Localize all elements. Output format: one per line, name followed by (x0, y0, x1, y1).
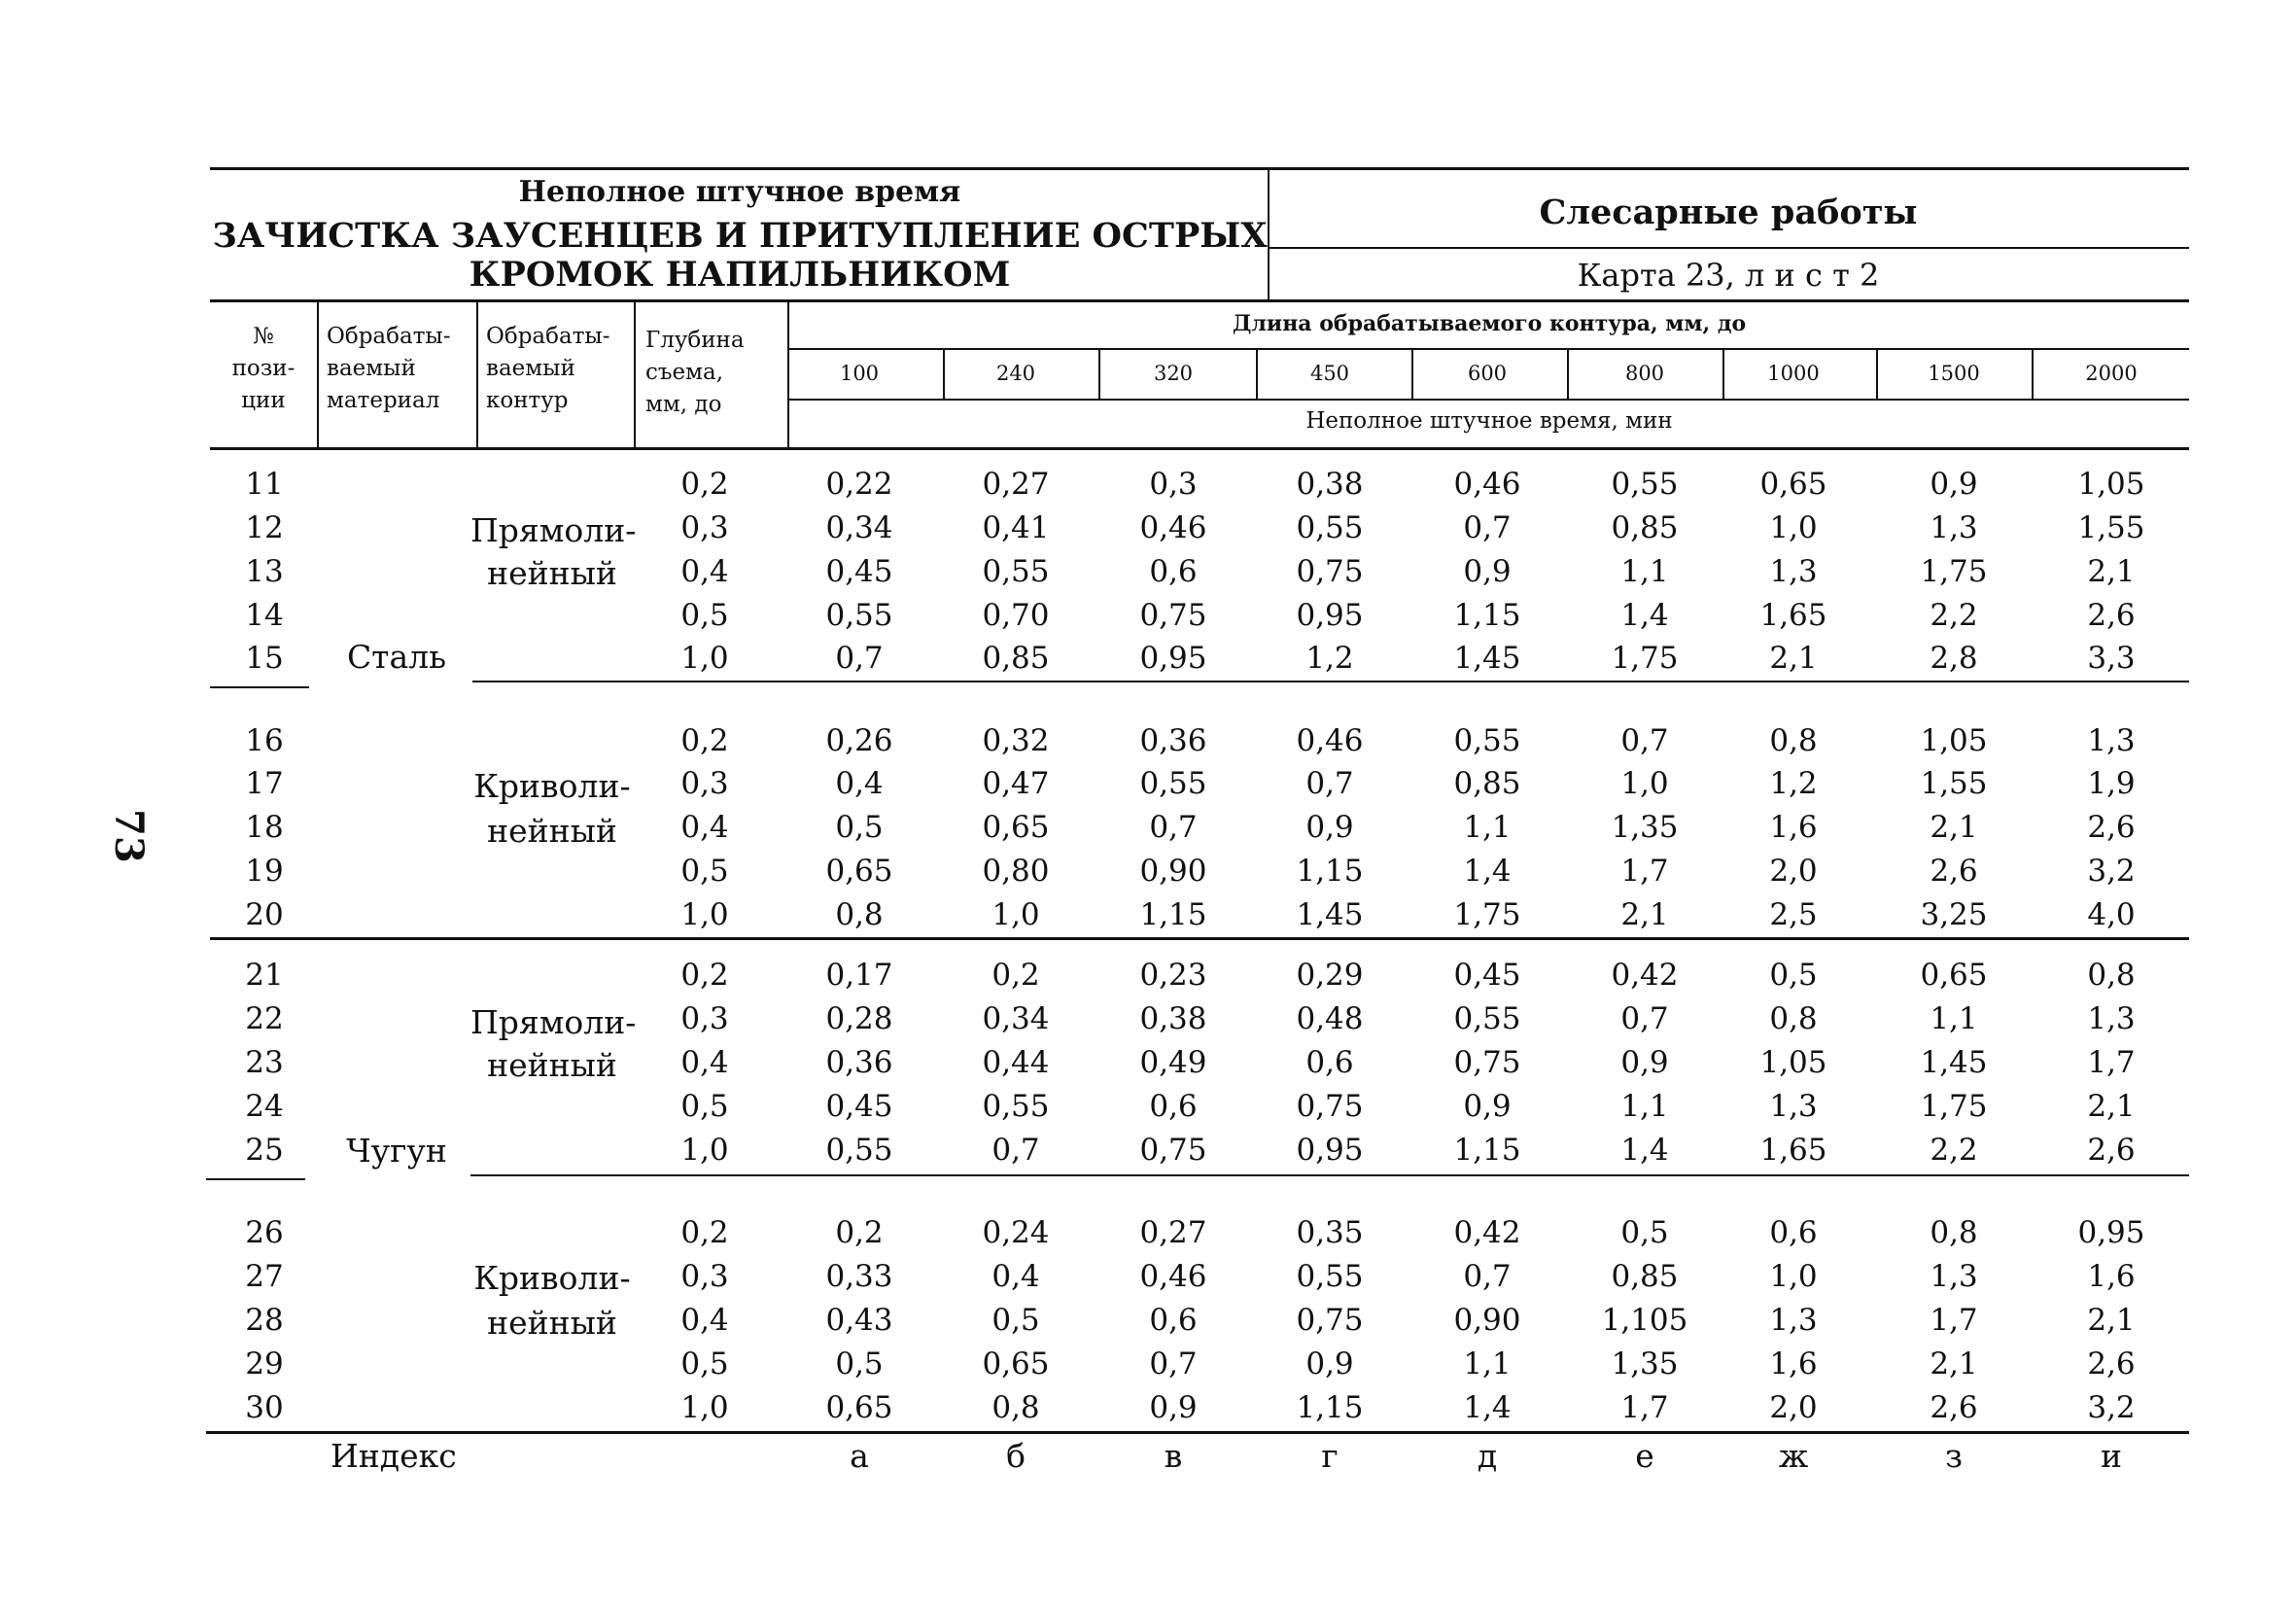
time-value: 3,2 (2087, 1390, 2136, 1425)
time-value: 0,5 (835, 810, 884, 845)
time-value: 0,9 (1620, 1045, 1669, 1080)
time-value: 1,6 (1769, 1346, 1818, 1381)
time-value: 1,05 (2077, 467, 2145, 502)
time-value: 0,55 (1453, 723, 1521, 758)
time-value: 0,27 (982, 467, 1050, 502)
time-value: 0,7 (991, 1133, 1040, 1168)
time-value: 0,7 (1463, 1259, 1512, 1294)
row-position: 11 (245, 467, 284, 502)
time-value: 0,6 (1305, 1045, 1354, 1080)
col-divider (476, 301, 478, 447)
time-value: 1,15 (1296, 854, 1364, 889)
row-depth: 0,5 (680, 1089, 729, 1124)
time-value: 1,75 (1920, 554, 1988, 589)
time-value: 0,8 (1769, 723, 1818, 758)
time-value: 0,41 (982, 510, 1050, 545)
time-value: 1,2 (1769, 766, 1818, 801)
time-value: 0,95 (1296, 598, 1364, 633)
row-position: 21 (245, 958, 284, 993)
time-value: 0,2 (991, 958, 1040, 993)
time-value: 0,8 (835, 897, 884, 932)
time-value: 1,6 (1769, 810, 1818, 845)
group-rule (206, 1178, 305, 1180)
row-depth: 0,4 (680, 1045, 729, 1080)
time-value: 0,55 (1139, 766, 1207, 801)
time-value: 0,48 (1296, 1001, 1364, 1036)
time-value: 3,3 (2087, 641, 2136, 676)
time-value: 1,9 (2087, 766, 2136, 801)
time-value: 3,25 (1920, 897, 1988, 932)
time-value: 0,38 (1296, 467, 1364, 502)
time-value: 1,3 (2087, 723, 2136, 758)
length-col-divider (1567, 350, 1569, 399)
time-value: 0,95 (2077, 1215, 2145, 1250)
length-value: 1500 (1928, 362, 1980, 385)
page-number: 73 (106, 809, 152, 863)
time-value: 1,75 (1453, 897, 1521, 932)
card-number: Карта 23, л и с т 2 (1577, 257, 1880, 294)
time-value: 2,1 (1769, 641, 1818, 676)
time-value: 0,6 (1149, 1303, 1198, 1338)
time-value: 0,26 (825, 723, 893, 758)
row-depth: 0,3 (680, 766, 729, 801)
time-value: 2,0 (1769, 1390, 1818, 1425)
table-bottom-rule (206, 1431, 2189, 1434)
doc-title-line1: ЗАЧИСТКА ЗАУСЕНЦЕВ И ПРИТУПЛЕНИЕ ОСТРЫХ (212, 216, 1268, 256)
time-value: 1,15 (1453, 598, 1521, 633)
row-depth: 0,3 (680, 1001, 729, 1036)
time-value: 1,1 (1463, 810, 1512, 845)
time-value: 0,36 (825, 1045, 893, 1080)
time-value: 1,75 (1920, 1089, 1988, 1124)
row-depth: 0,3 (680, 510, 729, 545)
time-value: 0,42 (1611, 958, 1679, 993)
length-value: 2000 (2085, 362, 2138, 385)
time-value: 0,9 (1305, 1346, 1354, 1381)
col-header-depth: Глубина съема, мм, до (645, 328, 745, 417)
time-value: 2,6 (2087, 810, 2136, 845)
time-value: 0,55 (825, 598, 893, 633)
time-value: 0,8 (1769, 1001, 1818, 1036)
length-header-rule (789, 348, 2189, 350)
time-value: 0,95 (1139, 641, 1207, 676)
row-position: 18 (245, 810, 284, 845)
time-value: 0,23 (1139, 958, 1207, 993)
contour-straight-steel: Прямоли- нейный (470, 511, 637, 592)
time-value: 1,0 (1769, 510, 1818, 545)
time-value: 1,35 (1611, 810, 1679, 845)
time-value: 0,46 (1296, 723, 1364, 758)
time-value: 1,15 (1453, 1133, 1521, 1168)
time-value: 1,3 (1769, 554, 1818, 589)
col-divider (634, 301, 636, 447)
row-position: 29 (245, 1346, 284, 1381)
length-value: 1000 (1767, 362, 1820, 385)
time-value: 0,55 (1296, 510, 1364, 545)
time-value: 2,6 (2087, 1133, 2136, 1168)
time-value: 2,1 (1620, 897, 1669, 932)
row-position: 20 (245, 897, 284, 932)
row-position: 17 (245, 766, 284, 801)
time-value: 0,43 (825, 1303, 893, 1338)
doc-subtitle: Неполное штучное время (518, 175, 961, 209)
time-value: 0,75 (1296, 1089, 1364, 1124)
time-value: 2,2 (1930, 598, 1978, 633)
row-depth: 1,0 (680, 1390, 729, 1425)
time-value: 2,1 (2087, 554, 2136, 589)
length-value: 600 (1467, 362, 1508, 385)
time-value: 2,1 (1930, 1346, 1978, 1381)
index-letter: е (1635, 1437, 1654, 1475)
time-value: 0,17 (825, 958, 893, 993)
time-value: 0,34 (982, 1001, 1050, 1036)
time-value: 2,6 (2087, 1346, 2136, 1381)
time-value: 0,2 (835, 1215, 884, 1250)
time-value: 0,5 (835, 1346, 884, 1381)
time-value: 2,1 (2087, 1089, 2136, 1124)
row-position: 14 (245, 598, 284, 633)
time-value: 0,65 (825, 1390, 893, 1425)
time-value: 1,75 (1611, 641, 1679, 676)
time-value: 2,8 (1930, 641, 1978, 676)
length-header: Длина обрабатываемого контура, мм, до (1232, 311, 1747, 336)
length-col-divider (1411, 350, 1413, 399)
row-position: 16 (245, 723, 284, 758)
time-value: 0,7 (1149, 810, 1198, 845)
time-value: 0,24 (982, 1215, 1050, 1250)
time-value: 0,7 (1149, 1346, 1198, 1381)
time-value: 0,75 (1296, 1303, 1364, 1338)
time-value: 0,46 (1453, 467, 1521, 502)
time-value: 0,8 (1930, 1215, 1978, 1250)
col-header-position: № пози- ции (231, 324, 296, 413)
time-value: 0,65 (825, 854, 893, 889)
time-value: 0,5 (1620, 1215, 1669, 1250)
time-value: 0,75 (1453, 1045, 1521, 1080)
time-value: 2,0 (1769, 854, 1818, 889)
row-depth: 1,0 (680, 641, 729, 676)
time-value: 0,28 (825, 1001, 893, 1036)
time-value: 0,9 (1463, 554, 1512, 589)
time-value: 0,33 (825, 1259, 893, 1294)
time-value: 0,42 (1453, 1215, 1521, 1250)
row-position: 13 (245, 554, 284, 589)
row-depth: 0,4 (680, 554, 729, 589)
time-value: 1,1 (1620, 1089, 1669, 1124)
time-value: 2,1 (2087, 1303, 2136, 1338)
material-iron: Чугун (346, 1132, 447, 1170)
section-title: Слесарные работы (1539, 192, 1918, 232)
row-position: 12 (245, 510, 284, 545)
time-value: 0,95 (1296, 1133, 1364, 1168)
time-value: 0,55 (1296, 1259, 1364, 1294)
col-header-contour: Обрабаты- ваемый контур (486, 324, 610, 413)
time-value: 1,4 (1620, 598, 1669, 633)
time-value: 1,0 (991, 897, 1040, 932)
row-position: 30 (245, 1390, 284, 1425)
row-position: 23 (245, 1045, 284, 1080)
time-value: 0,6 (1769, 1215, 1818, 1250)
column-header-bottom-rule (210, 447, 2189, 450)
time-value: 0,65 (982, 1346, 1050, 1381)
time-value: 1,55 (1920, 766, 1988, 801)
time-value: 2,6 (2087, 598, 2136, 633)
time-value: 0,9 (1463, 1089, 1512, 1124)
group-rule (472, 681, 2189, 682)
time-value: 0,45 (825, 1089, 893, 1124)
row-position: 22 (245, 1001, 284, 1036)
time-value: 0,55 (1611, 467, 1679, 502)
time-value: 1,7 (1930, 1303, 1978, 1338)
index-letter: з (1945, 1437, 1963, 1475)
col-header-material: Обрабаты- ваемый материал (327, 324, 451, 413)
time-value: 0,65 (1759, 467, 1827, 502)
group-rule (210, 937, 2189, 940)
time-value: 0,85 (982, 641, 1050, 676)
time-value: 1,1 (1930, 1001, 1978, 1036)
time-value: 0,5 (991, 1303, 1040, 1338)
row-depth: 0,4 (680, 1303, 729, 1338)
time-value: 0,8 (991, 1390, 1040, 1425)
row-depth: 0,2 (680, 723, 729, 758)
time-value: 0,65 (982, 810, 1050, 845)
row-position: 27 (245, 1259, 284, 1294)
time-value: 0,85 (1611, 1259, 1679, 1294)
time-value: 0,75 (1139, 1133, 1207, 1168)
time-value: 2,1 (1930, 810, 1978, 845)
row-depth: 1,0 (680, 897, 729, 932)
time-value: 1,3 (1930, 510, 1978, 545)
section-rule (1270, 247, 2189, 249)
index-letter: и (2101, 1437, 2122, 1475)
unit-header: Неполное штучное время, мин (1305, 408, 1673, 434)
time-value: 1,7 (2087, 1045, 2136, 1080)
table-top-rule (210, 167, 2189, 170)
time-value: 0,80 (982, 854, 1050, 889)
time-value: 1,45 (1920, 1045, 1988, 1080)
time-value: 0,6 (1149, 554, 1198, 589)
row-depth: 0,2 (680, 1215, 729, 1250)
length-value: 240 (995, 362, 1036, 385)
time-value: 1,0 (1769, 1259, 1818, 1294)
time-value: 1,45 (1296, 897, 1364, 932)
doc-title-line2: КРОМОК НАПИЛЬНИКОМ (469, 255, 1011, 295)
time-value: 0,36 (1139, 723, 1207, 758)
time-value: 1,3 (1769, 1303, 1818, 1338)
time-value: 0,55 (982, 554, 1050, 589)
time-value: 0,7 (835, 641, 884, 676)
time-value: 0,7 (1620, 723, 1669, 758)
time-value: 1,1 (1463, 1346, 1512, 1381)
time-value: 1,3 (2087, 1001, 2136, 1036)
time-value: 1,7 (1620, 854, 1669, 889)
time-value: 0,45 (825, 554, 893, 589)
time-value: 3,2 (2087, 854, 2136, 889)
index-letter: г (1321, 1437, 1339, 1475)
time-value: 1,65 (1759, 1133, 1827, 1168)
length-col-divider (1256, 350, 1258, 399)
length-col-divider (1098, 350, 1100, 399)
length-col-divider (943, 350, 945, 399)
time-value: 0,8 (2087, 958, 2136, 993)
time-value: 1,15 (1139, 897, 1207, 932)
time-value: 0,27 (1139, 1215, 1207, 1250)
row-depth: 0,4 (680, 810, 729, 845)
time-value: 0,5 (1769, 958, 1818, 993)
group-rule (470, 1174, 2189, 1176)
row-position: 15 (245, 641, 284, 676)
time-value: 0,45 (1453, 958, 1521, 993)
time-value: 0,55 (1453, 1001, 1521, 1036)
length-col-divider (1722, 350, 1724, 399)
length-values-rule (789, 399, 2189, 401)
time-value: 2,5 (1769, 897, 1818, 932)
time-value: 0,6 (1149, 1089, 1198, 1124)
index-letter: б (1006, 1437, 1026, 1475)
time-value: 2,2 (1930, 1133, 1978, 1168)
time-value: 1,3 (1930, 1259, 1978, 1294)
time-value: 2,6 (1930, 1390, 1978, 1425)
contour-curved-iron: Криволи- нейный (473, 1259, 631, 1342)
time-value: 1,6 (2087, 1259, 2136, 1294)
time-value: 0,34 (825, 510, 893, 545)
time-value: 0,70 (982, 598, 1050, 633)
time-value: 0,49 (1139, 1045, 1207, 1080)
time-value: 0,55 (825, 1133, 893, 1168)
time-value: 0,4 (991, 1259, 1040, 1294)
time-value: 1,7 (1620, 1390, 1669, 1425)
time-value: 0,7 (1463, 510, 1512, 545)
time-value: 1,35 (1611, 1346, 1679, 1381)
time-value: 1,65 (1759, 598, 1827, 633)
time-value: 0,4 (835, 766, 884, 801)
row-depth: 0,2 (680, 467, 729, 502)
time-value: 0,75 (1296, 554, 1364, 589)
time-value: 0,29 (1296, 958, 1364, 993)
contour-straight-iron: Прямоли- нейный (470, 1003, 637, 1084)
length-col-divider (2032, 350, 2034, 399)
time-value: 0,22 (825, 467, 893, 502)
header-bottom-rule (210, 299, 2189, 302)
time-value: 0,75 (1139, 598, 1207, 633)
length-value: 320 (1153, 362, 1194, 385)
time-value: 1,4 (1620, 1133, 1669, 1168)
time-value: 0,65 (1920, 958, 1988, 993)
time-value: 0,90 (1453, 1303, 1521, 1338)
row-depth: 0,5 (680, 854, 729, 889)
col-divider (317, 301, 319, 447)
length-col-divider (1876, 350, 1878, 399)
time-value: 0,35 (1296, 1215, 1364, 1250)
index-letter: в (1164, 1437, 1183, 1475)
time-value: 1,05 (1759, 1045, 1827, 1080)
index-letter: ж (1778, 1437, 1809, 1475)
time-value: 0,9 (1930, 467, 1978, 502)
row-position: 26 (245, 1215, 284, 1250)
time-value: 4,0 (2087, 897, 2136, 932)
time-value: 0,32 (982, 723, 1050, 758)
row-depth: 1,0 (680, 1133, 729, 1168)
time-value: 1,15 (1296, 1390, 1364, 1425)
time-value: 0,46 (1139, 510, 1207, 545)
index-letter: д (1477, 1437, 1498, 1475)
time-value: 0,47 (982, 766, 1050, 801)
row-depth: 0,5 (680, 598, 729, 633)
time-value: 0,55 (982, 1089, 1050, 1124)
time-value: 0,85 (1611, 510, 1679, 545)
row-position: 25 (245, 1133, 284, 1168)
time-value: 1,0 (1620, 766, 1669, 801)
row-position: 24 (245, 1089, 284, 1124)
row-position: 28 (245, 1303, 284, 1338)
time-value: 1,05 (1920, 723, 1988, 758)
contour-curved-steel: Криволи- нейный (473, 767, 631, 850)
length-value: 450 (1309, 362, 1350, 385)
time-value: 1,3 (1769, 1089, 1818, 1124)
index-label: Индекс (330, 1437, 457, 1475)
row-depth: 0,2 (680, 958, 729, 993)
time-value: 0,9 (1305, 810, 1354, 845)
time-value: 2,6 (1930, 854, 1978, 889)
time-value: 0,85 (1453, 766, 1521, 801)
time-value: 0,44 (982, 1045, 1050, 1080)
time-value: 1,1 (1620, 554, 1669, 589)
time-value: 1,4 (1463, 1390, 1512, 1425)
time-value: 0,7 (1305, 766, 1354, 801)
time-value: 1,2 (1305, 641, 1354, 676)
length-value: 100 (839, 362, 880, 385)
time-value: 1,55 (2077, 510, 2145, 545)
row-depth: 0,3 (680, 1259, 729, 1294)
time-value: 0,90 (1139, 854, 1207, 889)
material-steel: Сталь (346, 638, 447, 676)
time-value: 0,46 (1139, 1259, 1207, 1294)
time-value: 0,9 (1149, 1390, 1198, 1425)
length-value: 800 (1624, 362, 1665, 385)
row-depth: 0,5 (680, 1346, 729, 1381)
time-value: 0,3 (1149, 467, 1198, 502)
time-value: 1,4 (1463, 854, 1512, 889)
time-value: 1,45 (1453, 641, 1521, 676)
time-value: 1,105 (1601, 1303, 1688, 1338)
row-position: 19 (245, 854, 284, 889)
time-value: 0,7 (1620, 1001, 1669, 1036)
time-value: 0,38 (1139, 1001, 1207, 1036)
index-letter: а (850, 1437, 869, 1475)
group-rule (210, 686, 309, 688)
